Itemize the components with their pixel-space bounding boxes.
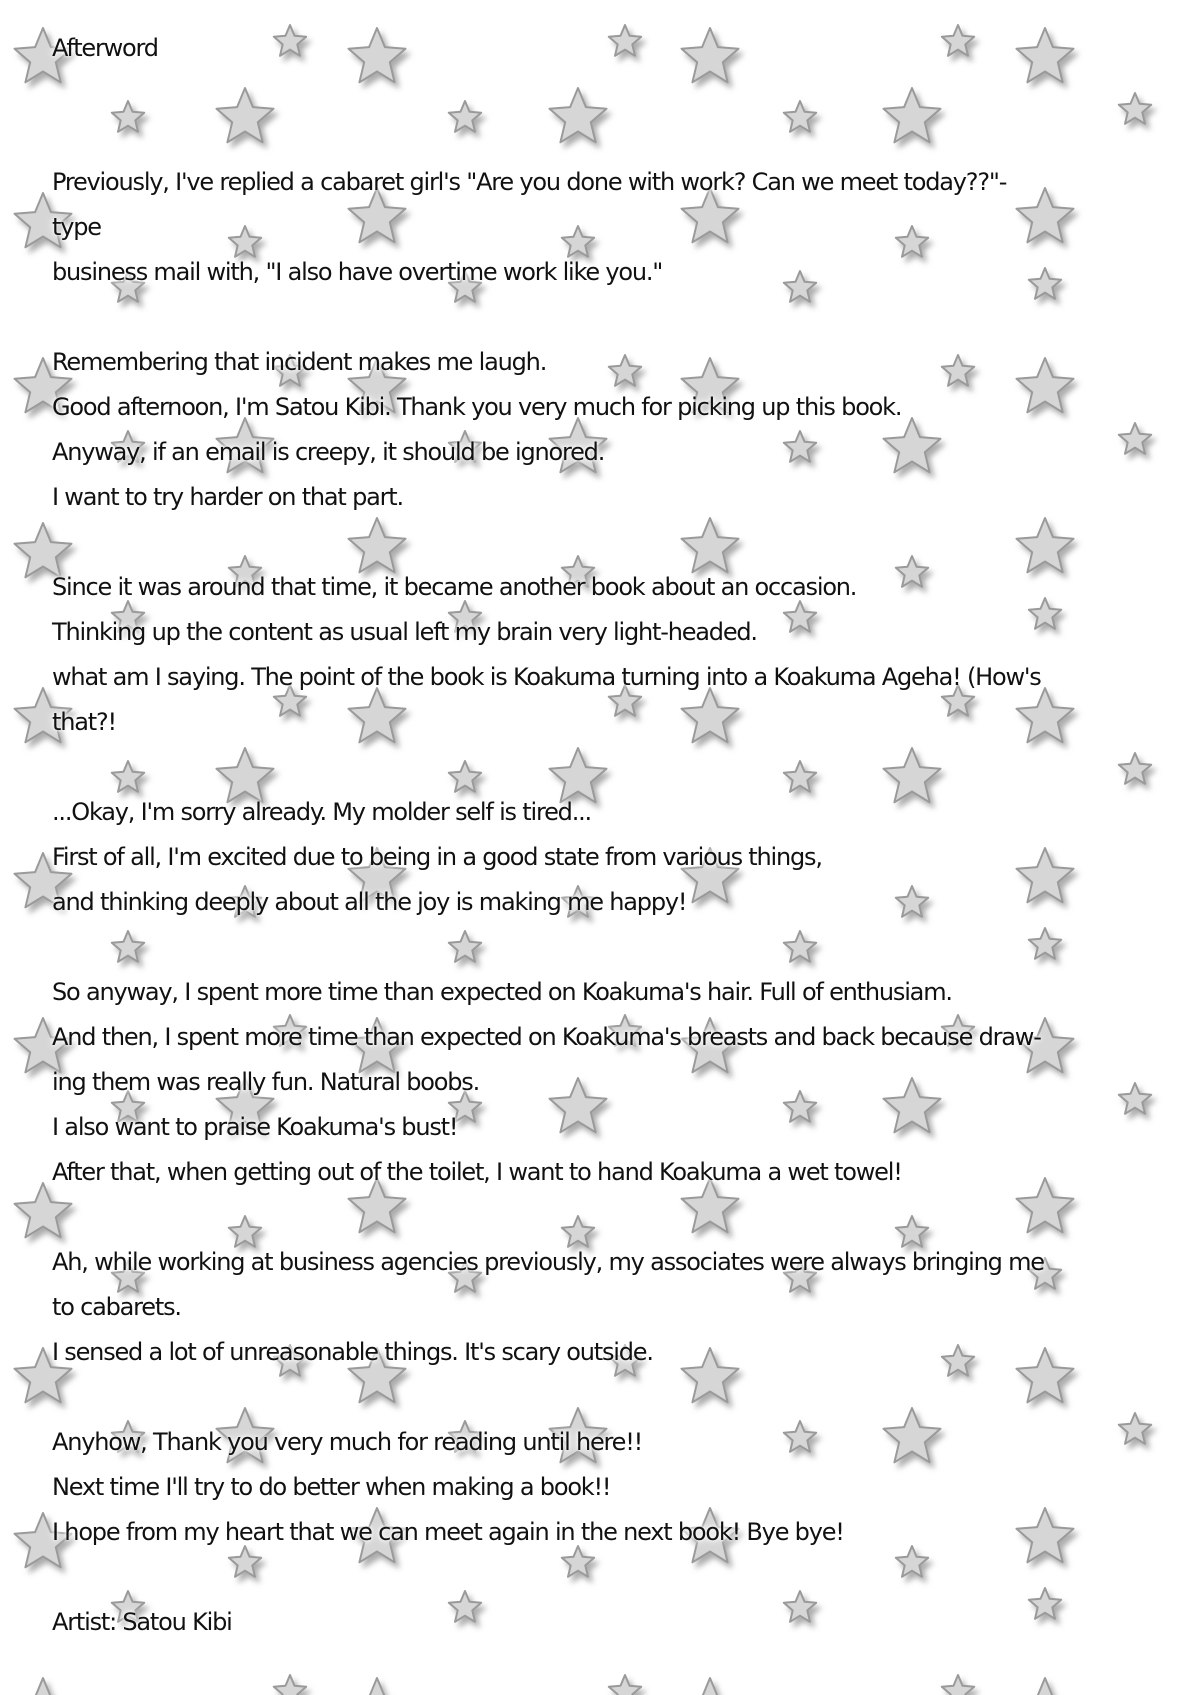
text-line: Anyhow, Thank you very much for reading until here!! — [52, 1428, 643, 1456]
text-line: Remembering that incident makes me laugh. — [52, 348, 547, 376]
text-line: I want to try harder on that part. — [52, 483, 403, 511]
text-line: ing them was really fun. Natural boobs. — [52, 1068, 480, 1096]
text-line: what am I saying. The point of the book is Koakuma turning into a Koakuma Ageha! (How's — [52, 663, 1041, 691]
text-line: to cabarets. — [52, 1293, 181, 1321]
text-line: ...Okay, I'm sorry already. My molder self is tired... — [52, 798, 591, 826]
text-line: After that, when getting out of the toilet, I want to hand Koakuma a wet towel! — [52, 1158, 902, 1186]
text-line: and thinking deeply about all the joy is making me happy! — [52, 888, 687, 916]
text-line: Anyway, if an email is creepy, it should be ignored. — [52, 438, 605, 466]
text-line: Good afternoon, I'm Satou Kibi. Thank you very much for picking up this book. — [52, 393, 902, 421]
text-line: And then, I spent more time than expected on Koakuma's breasts and back because draw- — [52, 1023, 1041, 1051]
text-line: Since it was around that time, it became another book about an occasion. — [52, 573, 857, 601]
text-line: I hope from my heart that we can meet again in the next book! Bye bye! — [52, 1518, 844, 1546]
signature: Artist: Satou Kibi — [52, 1608, 232, 1636]
text-line: type — [52, 213, 101, 241]
text-line: Thinking up the content as usual left my brain very light-headed. — [52, 618, 757, 646]
text-line: I also want to praise Koakuma's bust! — [52, 1113, 458, 1141]
text-line: Next time I'll try to do better when making a book!! — [52, 1473, 611, 1501]
text-line: First of all, I'm excited due to being in a good state from various things, — [52, 843, 822, 871]
text-line: that?! — [52, 708, 116, 736]
text-line: Ah, while working at business agencies previously, my associates were always bringing me — [52, 1248, 1044, 1276]
text-line: business mail with, "I also have overtime work like you." — [52, 258, 663, 286]
text-line: Previously, I've replied a cabaret girl's "Are you done with work? Can we meet today??"- — [52, 168, 1007, 196]
page-title: Afterword — [52, 34, 158, 62]
text-line: I sensed a lot of unreasonable things. It's scary outside. — [52, 1338, 653, 1366]
text-line: So anyway, I spent more time than expected on Koakuma's hair. Full of enthusiam. — [52, 978, 952, 1006]
